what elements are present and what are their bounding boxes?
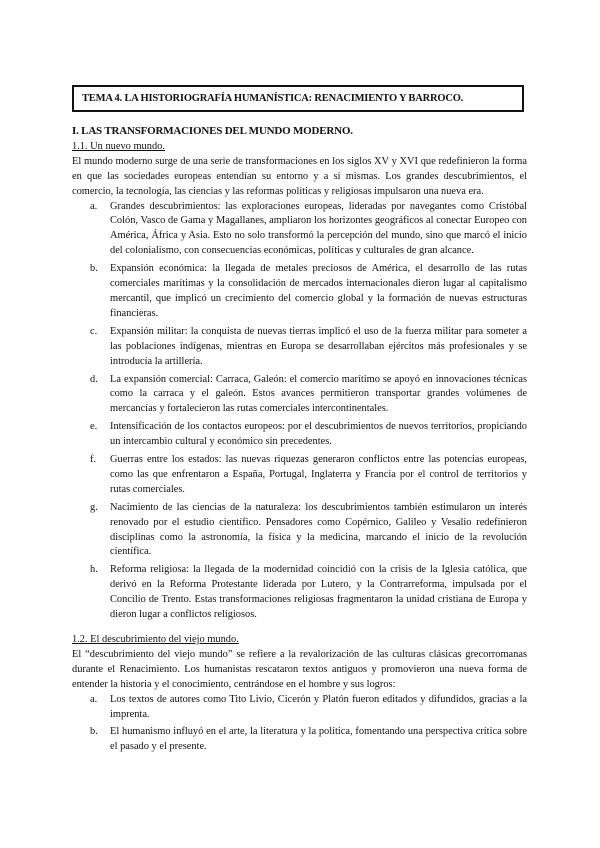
list-item: [72, 200, 527, 260]
list-marker: g.: [90, 501, 98, 513]
list-item-text: Intensificación de los contactos europeos: por el descubrimientos de nuevos territorios, propiciando un intercambio cultural y económico sin precedentes.: [110, 421, 527, 448]
list-item: [72, 725, 527, 755]
document-body: [72, 124, 527, 759]
list-marker: b.: [90, 263, 98, 275]
list-1-1: [72, 200, 527, 623]
list-item-text: Reforma religiosa: la llegada de la modernidad coincidió con la crisis de la Iglesia católica, que derivó en la Reforma Protestante liderada por Lutero, y la Contrarreforma, impulsada por el Concilio de Trento. Estas transformaciones religiosas fragmentaron la unidad cristiana de Europa y dieron lugar a conflictos religiosos.: [110, 564, 527, 621]
list-marker: b.: [90, 726, 98, 738]
list-item-text: Expansión económica: la llegada de metales preciosos de América, el desarrollo de las rutas comerciales marítimas y la consolidación de mercados internacionales dieron lugar al capitalismo mercantil, que implicó un crecimiento del comercio global y la formación de nuevas estructuras financieras.: [110, 263, 527, 319]
section-heading: I. LAS TRANSFORMACIONES DEL MUNDO MODERNO.: [72, 125, 353, 137]
intro-paragraph-1-1: El mundo moderno surge de una serie de transformaciones en los siglos XV y XVI que redefinieron la forma en que las sociedades europeas entendían su entorno y a sí mismas. Los grandes descubrimientos, el comercio, la tecnología, las ciencias y las reformas políticas y religiosas impulsaron una nueva era.: [72, 155, 527, 197]
list-item-text: La expansión comercial: Carraca, Galeón: el comercio marítimo se apoyó en innovaciones técnicas como la carraca y el galeón. Estos avances permitieron transportar grandes volúmenes de mercancías y fortalecieron las rutas comerciales intercontinentales.: [110, 373, 527, 415]
list-item: [72, 453, 527, 498]
document-title: TEMA 4. LA HISTORIOGRAFÍA HUMANÍSTICA: RENACIMIENTO Y BARROCO.: [72, 85, 524, 112]
list-item: [72, 325, 527, 370]
list-item-text: Grandes descubrimientos: las exploraciones europeas, lideradas por navegantes como Cristóbal Colón, Vasco de Gama y Magallanes, ampliaron los horizontes geográficos al conectar Europeo con América, África y Asia. Esto no solo transformó la percepción del mundo, sino que marcó el inicio del colonialismo, con consecuencias económicas, políticas y culturales de gran alcance.: [110, 200, 527, 257]
list-marker: d.: [90, 373, 98, 385]
list-item-text: El humanismo influyó en el arte, la literatura y la política, fomentando una perspectiva crítica sobre el pasado y el presente.: [110, 726, 527, 753]
list-item: [72, 563, 527, 623]
list-item: [72, 693, 527, 723]
list-item: [72, 420, 527, 450]
list-marker: f.: [90, 454, 97, 466]
list-item: [72, 501, 527, 561]
list-item: [72, 262, 527, 322]
subsection-heading-1-2: 1.2. El descubrimiento del viejo mundo.: [72, 634, 239, 645]
list-marker: c.: [90, 325, 98, 337]
list-item-text: Nacimiento de las ciencias de la naturaleza: los descubrimientos también estimularon un interés renovado por el estudio científico. Pensadores como Copérnico, Galileo y Vesalio redefinieron disciplinas como la astronomía, la física y la medicina, marcando el inicio de la revolución científica.: [110, 501, 527, 558]
subsection-heading-1-1: 1.1. Un nuevo mundo.: [72, 140, 165, 152]
list-marker: h.: [90, 564, 98, 576]
list-marker: e.: [90, 421, 98, 433]
list-item-text: Guerras entre los estados: las nuevas riquezas generaron conflictos entre las potencias europeas, como las que enfrentaron a España, Portugal, Inglaterra y Francia por el control de territorios y rutas comerciales.: [110, 454, 527, 495]
list-item: [72, 373, 527, 418]
list-1-2: [72, 693, 527, 756]
list-item-text: Expansión militar: la conquista de nuevas tierras implicó el uso de la fuerza militar para someter a las poblaciones indígenas, mientras en Europa se desarrollaban ejércitos más profesionales y se introducía la artillería.: [110, 325, 527, 367]
list-marker: a.: [90, 693, 98, 705]
list-marker: a.: [90, 200, 98, 212]
list-item-text: Los textos de autores como Tito Livio, Cicerón y Platón fueron editados y difundidos, gracias a la imprenta.: [110, 693, 527, 720]
intro-paragraph-1-2: El “descubrimiento del viejo mundo” se refiere a la revalorización de las culturas clásicas grecorromanas durante el Renacimiento. Los humanistas rescataron textos antiguos y promovieron una nueva forma de entender la historia y el conocimiento, centrándose en el hombre y sus logros:: [72, 648, 527, 690]
